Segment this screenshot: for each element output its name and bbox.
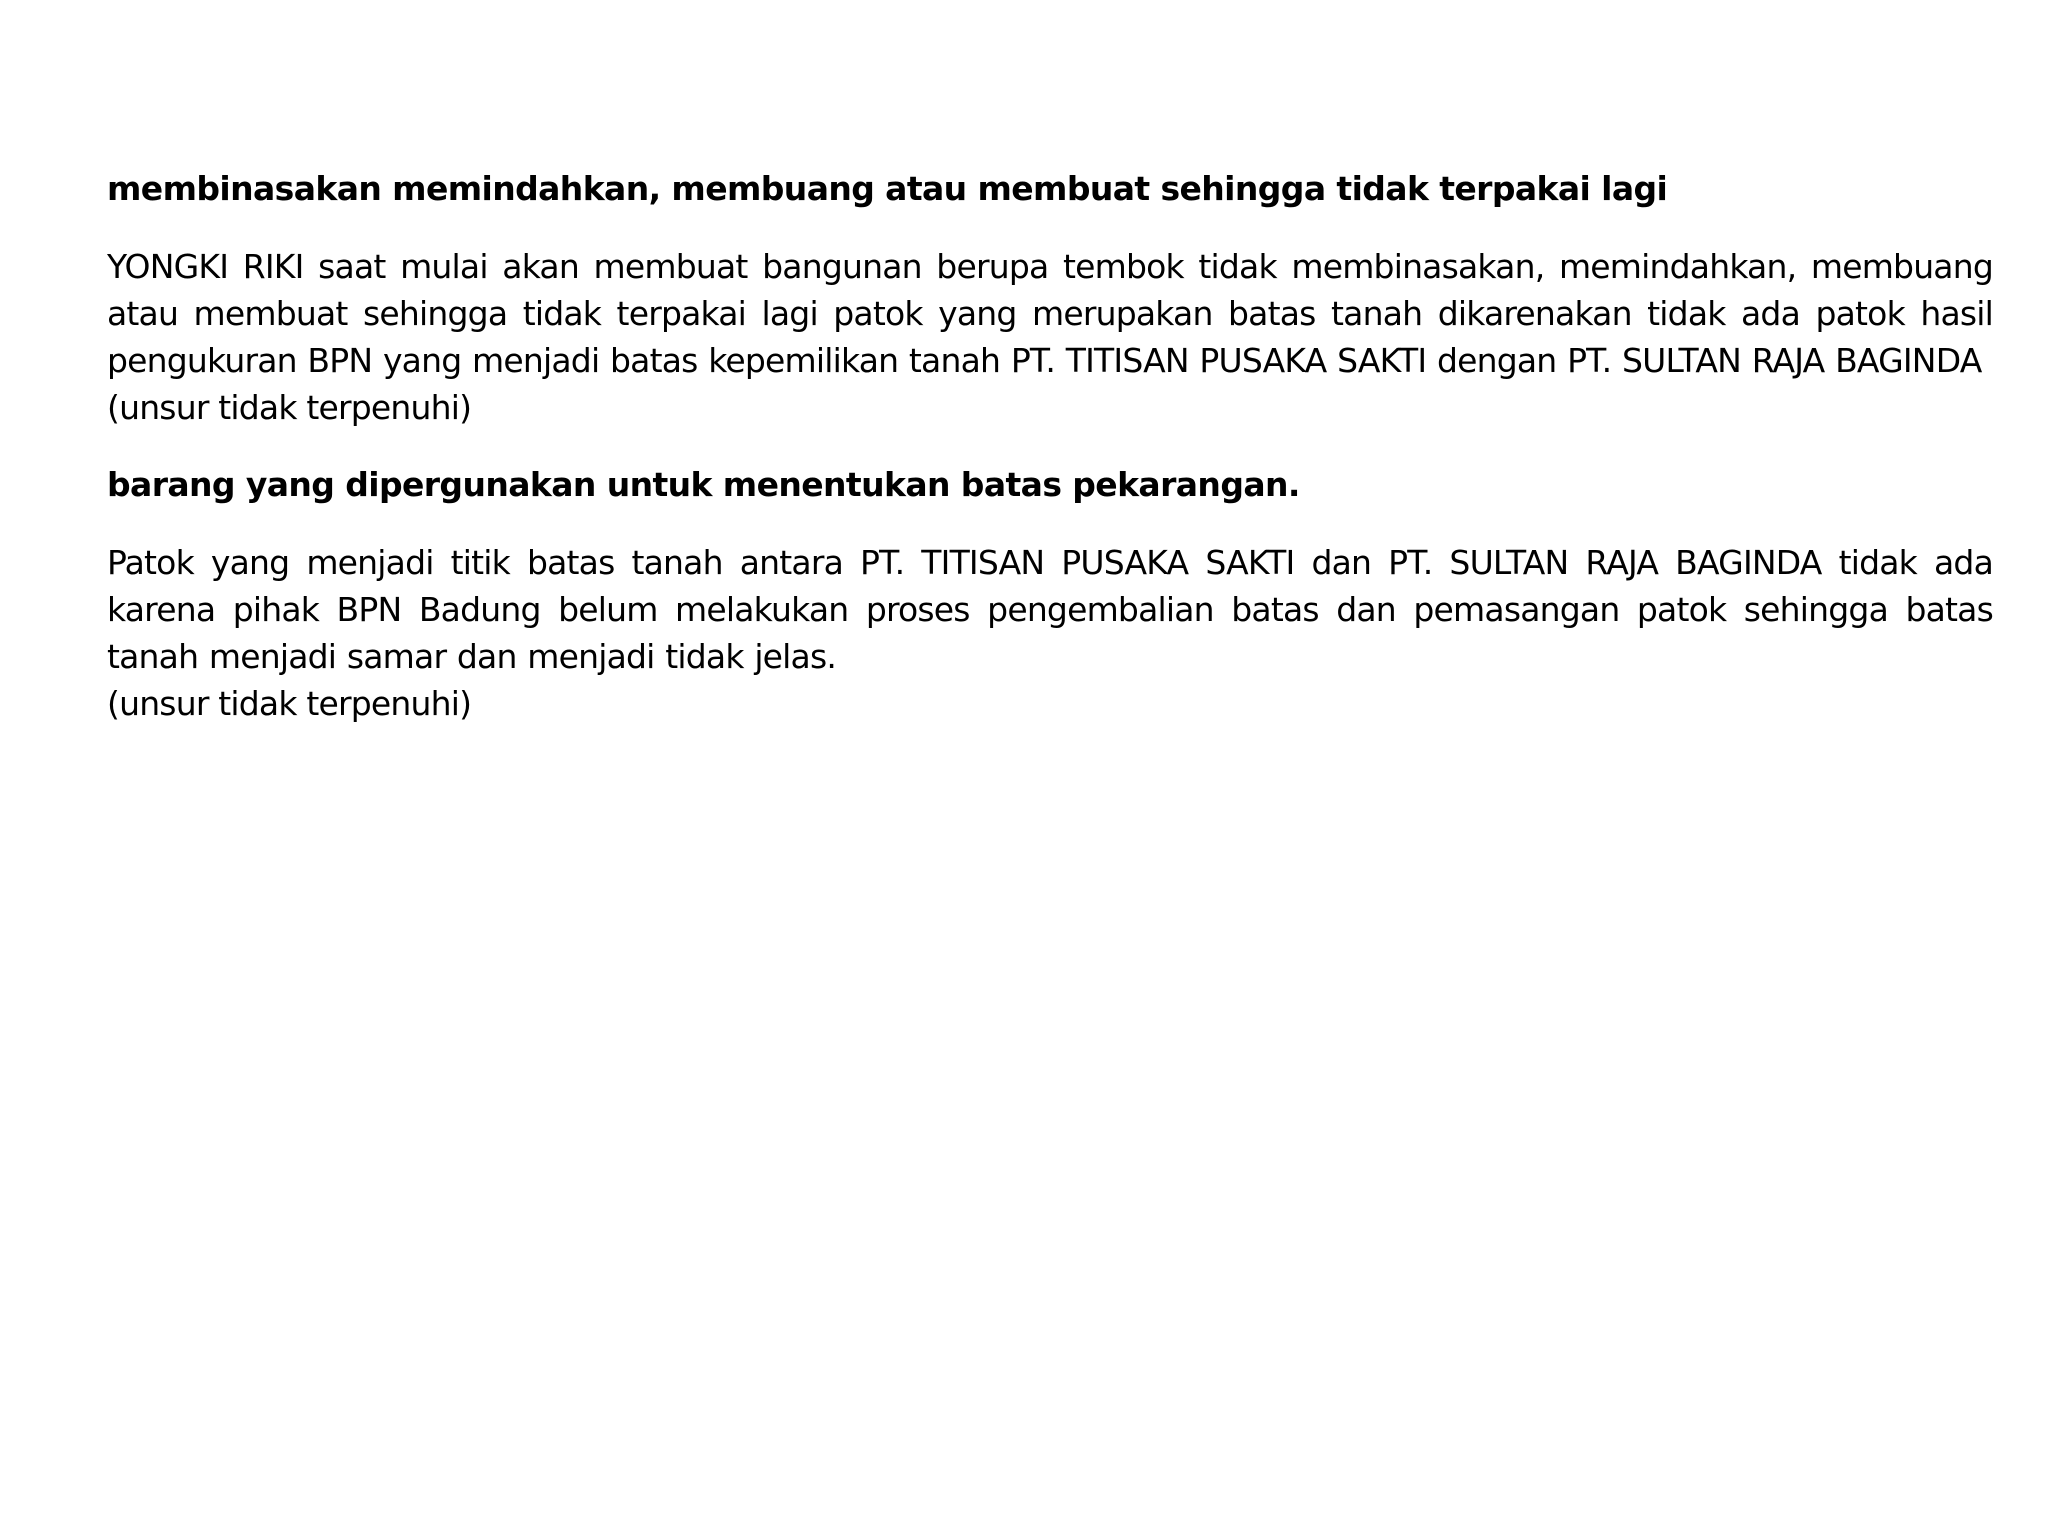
section-body-paragraph: YONGKI RIKI saat mulai akan membuat bangunan berupa tembok tidak membinasakan, memindahkan, membuang atau membuat sehingga tidak terpakai lagi patok yang merupakan batas tanah dikarenakan tidak ada patok hasil pengukuran BPN yang menjadi batas kepemilikan tanah PT. TITISAN PUSAKA SAKTI dengan PT. SULTAN RAJA BAGINDA bbox=[107, 247, 1993, 380]
section-note: (unsur tidak terpenuhi) bbox=[107, 388, 472, 427]
section-heading: membinasakan memindahkan, membuang atau membuat sehingga tidak terpakai lagi bbox=[107, 169, 1668, 208]
document-page bbox=[107, 165, 1993, 727]
section-body-paragraph: Patok yang menjadi titik batas tanah antara PT. TITISAN PUSAKA SAKTI dan PT. SULTAN RAJA BAGINDA tidak ada karena pihak BPN Badung belum melakukan proses pengembalian batas dan pemasangan patok sehingga batas tanah menjadi samar dan menjadi tidak jelas. bbox=[107, 543, 1993, 676]
section-note: (unsur tidak terpenuhi) bbox=[107, 684, 472, 723]
section-heading: barang yang dipergunakan untuk menentukan batas pekarangan. bbox=[107, 465, 1300, 504]
